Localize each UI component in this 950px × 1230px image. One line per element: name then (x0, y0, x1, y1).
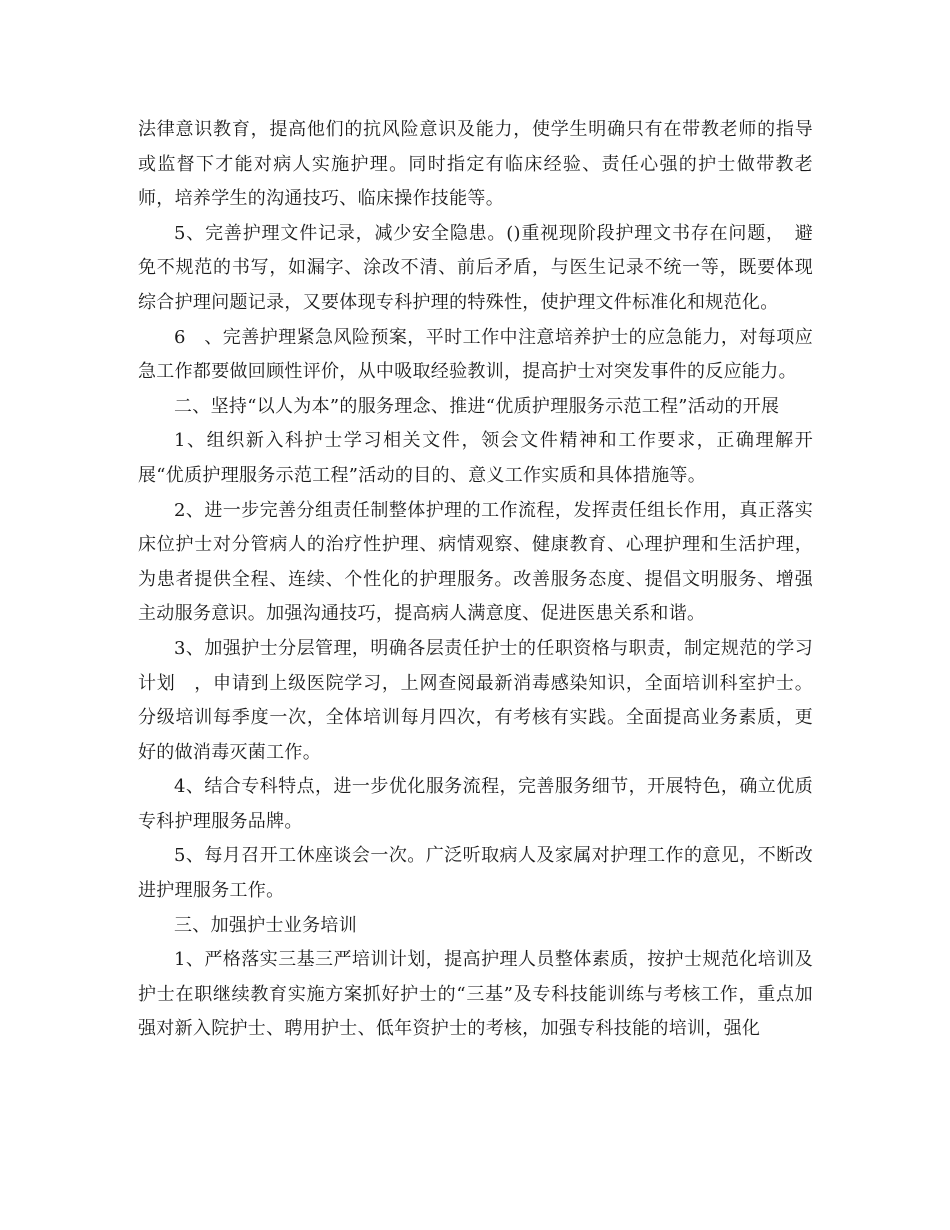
paragraph-item-1-training: 1、组织新入科护士学习相关文件，领会文件精神和工作要求，正确理解开展“优质护理服务示范工程”活动的目的、意义工作实质和具体措施等。 (138, 430, 813, 486)
paragraph-item-5-records: 5、完善护理文件记录，减少安全隐患。()重视现阶段护理文书存在问题， 避免不规范的书写，如漏字、涂改不清、前后矛盾，与医生记录不统一等，既要体现综合护理问题记录，又要体现专科护理的特殊性，使护理文件标准化和规范化。 (138, 222, 813, 313)
paragraph-item-1-three-basics: 1、严格落实三基三严培训计划，提高护理人员整体素质，按护士规范化培训及护士在职继续教育实施方案抓好护士的“三基”及专科技能训练与考核工作，重点加强对新入院护士、聘用护士、低年资护士的考核，加强专科技能的培训，强化 (138, 949, 813, 1040)
paragraph-item-6-emergency: 6 、完善护理紧急风险预案，平时工作中注意培养护士的应急能力，对每项应急工作都要做回顾性评价，从中吸取经验教训，提高护士对突发事件的反应能力。 (138, 326, 813, 383)
paragraph-continued: 法律意识教育，提高他们的抗风险意识及能力，使学生明确只有在带教老师的指导或监督下才能对病人实施护理。同时指定有临床经验、责任心强的护士做带教老师，培养学生的沟通技巧、临床操作技能等。 (138, 119, 813, 210)
section-heading-2: 二、坚持“以人为本”的服务理念、推进“优质护理服务示范工程”活动的开展 (174, 395, 780, 417)
paragraph-item-4-specialty: 4、结合专科特点，进一步优化服务流程，完善服务细节，开展特色，确立优质专科护理服务品牌。 (138, 776, 813, 832)
paragraph-item-2-workflow: 2、进一步完善分组责任制整体护理的工作流程，发挥责任组长作用，真正落实床位护士对分管病人的治疗性护理、病情观察、健康教育、心理护理和生活护理，为患者提供全程、连续、个性化的护理服务。改善服务态度、提倡文明服务、增强主动服务意识。加强沟通技巧，提高病人满意度、促进医患关系和谐。 (138, 499, 813, 625)
document-body (138, 113, 813, 1047)
paragraph-item-3-management: 3、加强护士分层管理，明确各层责任护士的任职资格与职责，制定规范的学习计划 ，申请到上级医院学习，上网查阅最新消毒感染知识，全面培训科室护士。分级培训每季度一次，全体培训每月四次，有考核有实践。全面提高业务素质，更好的做消毒灭菌工作。 (138, 637, 813, 763)
paragraph-item-5-meeting: 5、每月召开工休座谈会一次。广泛听取病人及家属对护理工作的意见，不断改进护理服务工作。 (138, 845, 813, 902)
section-heading-3: 三、加强护士业务培训 (174, 914, 357, 936)
